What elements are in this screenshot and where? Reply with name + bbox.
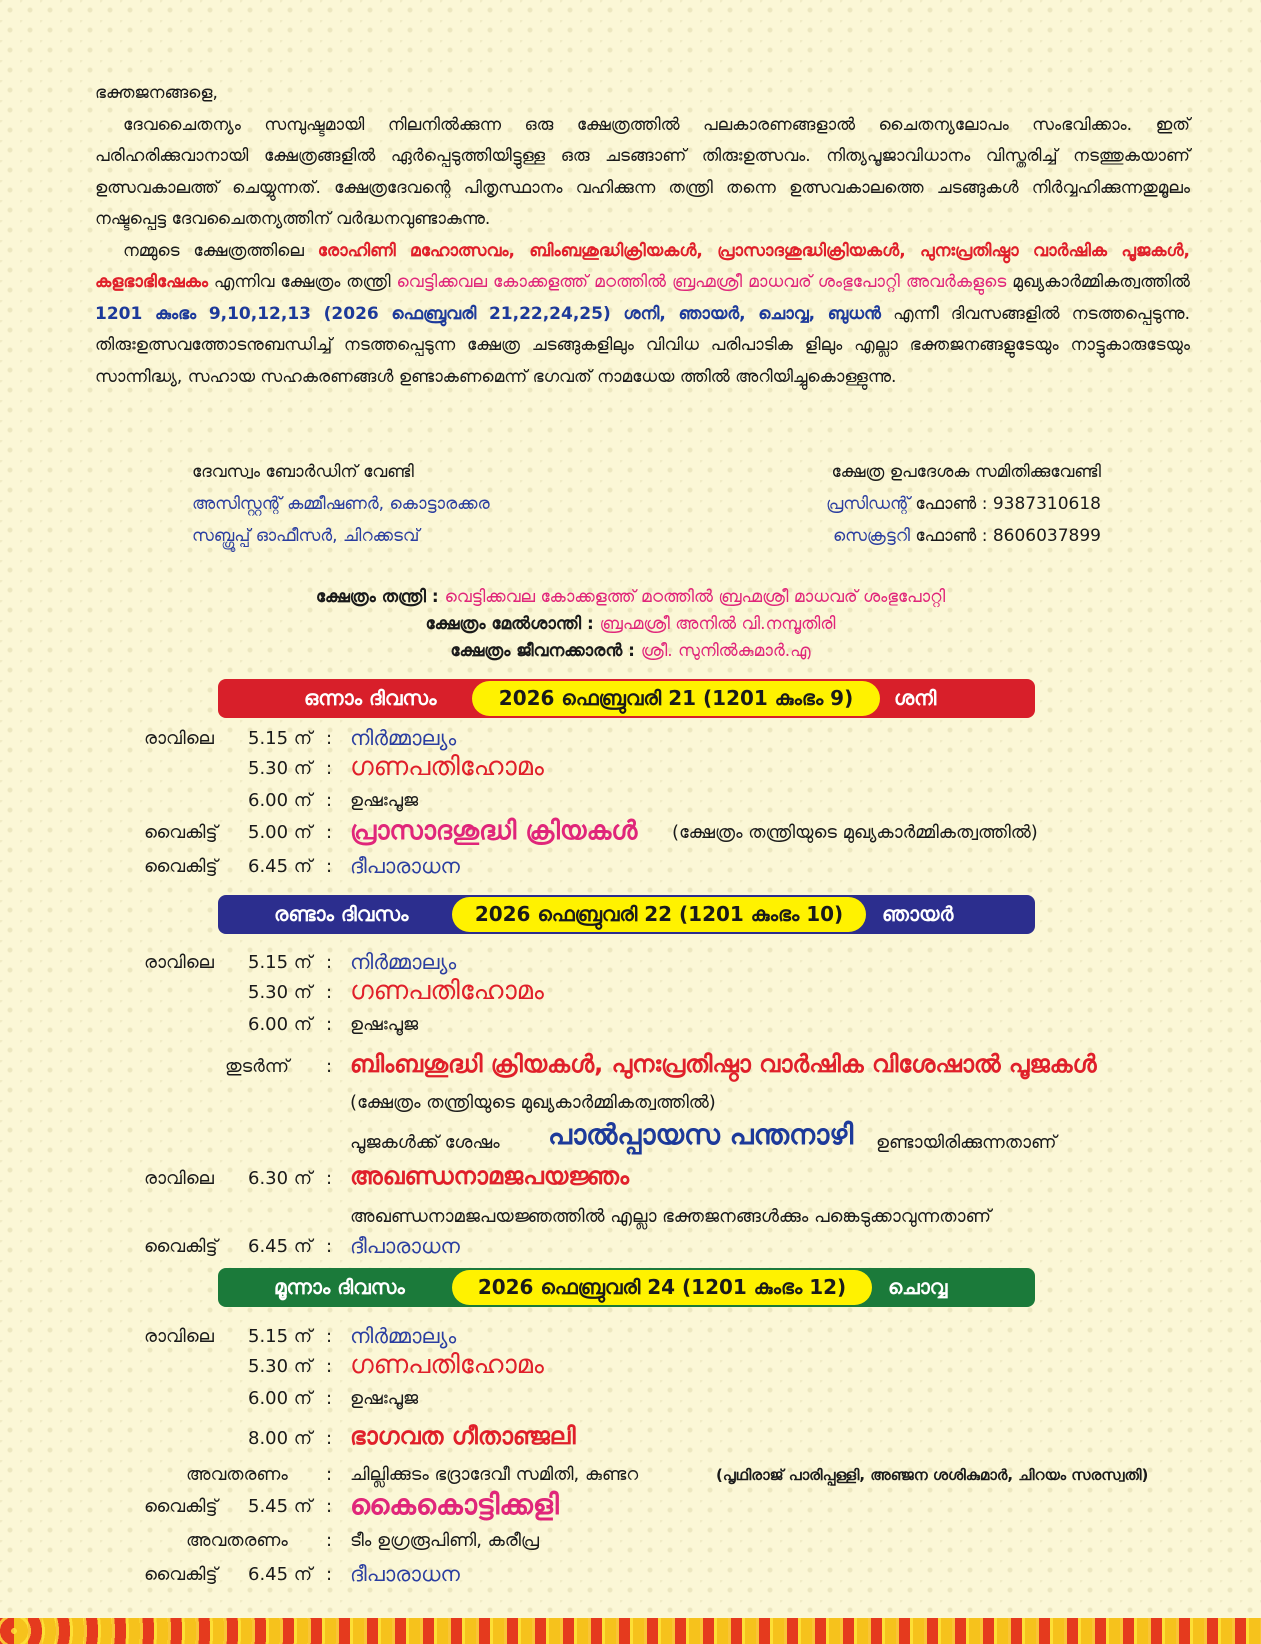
day3-weekday: ചൊവ്വ bbox=[888, 1275, 948, 1299]
event-name: ഗണപതിഹോമം bbox=[350, 976, 544, 1006]
intro-paragraph-1: ദേവചൈതന്യം സമ്പുഷ്ടമായി നിലനിൽക്കുന്ന ഒരു ക്ഷേത്രത്തിൽ പലകാരണങ്ങളാൽ ചൈതന്യലോപം സംഭവിക്കാം. ഇത് പരിഹരിക്കുവാനായി ക്ഷേത്രങ്ങളിൽ ഏർപ്പെടുത്തിയിട്ടുള്ള ഒരു ചടങ്ങാണ് തിരുഃഉത്സവം. നിത്യപൂജാവിധാനം വിസ്തരിച്ച് നടത്തുകയാണ് ഉത്സവകാലത്ത് ചെയ്യുന്നത്. ക്ഷേത്രദേവന്റെ പിതൃസ്ഥാനം വഹിക്കുന്ന തന്ത്രി തന്നെ ഉത്സവകാലത്തെ ചടങ്ങുകൾ നിർവ്വഹിക്കുന്നതുമൂലം നഷ്ടപ്പെട്ട ദേവചൈതന്യത്തിന് വർദ്ധനവുണ്ടാകുന്നു. bbox=[95, 114, 1190, 229]
colon: : bbox=[326, 758, 333, 779]
colon: : bbox=[326, 952, 333, 973]
event-note: (പൃഥിരാജ് പാരിപ്പള്ളി, അഞ്ജന ശശികുമാർ, ചിറയം സരസ്വതി) bbox=[716, 1466, 1149, 1484]
event-name: ദീപാരാധന bbox=[350, 854, 460, 878]
time: 5.15 ന് bbox=[248, 1326, 313, 1347]
time: 5.30 ന് bbox=[248, 758, 313, 779]
day1-date: 2026 ഫെബ്രുവരി 21 (1201 കുംഭം 9) bbox=[472, 681, 880, 716]
time-period: വൈകിട്ട് bbox=[144, 1496, 218, 1517]
event-name: ഉഷഃപൂജ bbox=[350, 1014, 419, 1035]
sig-left-line1: അസിസ്റ്റന്റ് കമ്മീഷണർ, കൊട്ടാരക്കര bbox=[192, 494, 490, 514]
melsanthi-line: ക്ഷേത്രം മേൽശാന്തി : ബ്രഹ്മശ്രീ അനിൽ വി.നമ്പൂതിരി bbox=[425, 614, 836, 634]
time: 6.30 ന് bbox=[248, 1168, 313, 1189]
time-period: തുടർന്ന് bbox=[225, 1056, 290, 1077]
event-note: അഖണ്ഡനാമജപയജ്ഞത്തിൽ എല്ലാ ഭക്തജനങ്ങൾക്കും പങ്കെടുക്കാവുന്നതാണ് bbox=[350, 1206, 991, 1227]
colon: : bbox=[326, 1464, 333, 1485]
colon: : bbox=[326, 1236, 333, 1257]
time-period: രാവിലെ bbox=[144, 728, 214, 749]
time: 6.00 ന് bbox=[248, 1014, 313, 1035]
time: 6.45 ന് bbox=[248, 1564, 313, 1585]
tantri-name: വെട്ടിക്കവല കോക്കളത്ത് മഠത്തിൽ ബ്രഹ്മശ്രീ മാധവര് ശംഭുപോറ്റി അവർകളുടെ bbox=[396, 272, 1007, 292]
time: 5.30 ന് bbox=[248, 982, 313, 1003]
time: 6.00 ന് bbox=[248, 790, 313, 811]
event-name: ടീം ഉഗ്രരൂപിണി, കരീപ്ര bbox=[350, 1530, 540, 1551]
intro-paragraph-2 bbox=[95, 236, 1190, 394]
colon: : bbox=[326, 856, 333, 877]
event-suffix: ഉണ്ടായിരിക്കുന്നതാണ് bbox=[876, 1132, 1057, 1153]
salutation: ഭക്തജനങ്ങളെ, bbox=[95, 83, 218, 103]
sig-left-line2: സബ്ഗ്രൂപ്പ് ഓഫീസർ, ചിറക്കടവ് bbox=[192, 526, 420, 546]
p2-b: എന്നിവ ക്ഷേത്രം തന്ത്രി bbox=[207, 272, 397, 292]
event-name: കൈകൊട്ടിക്കളി bbox=[350, 1488, 559, 1521]
time-period: വൈകിട്ട് bbox=[144, 856, 218, 877]
day2-date: 2026 ഫെബ്രുവരി 22 (1201 കുംഭം 10) bbox=[452, 897, 866, 932]
sig-right-line2: സെക്രട്ടറി ഫോൺ : 8606037899 bbox=[832, 526, 1101, 546]
event-name: ബിംബശുദ്ധി ക്രിയകൾ, പുനഃപ്രതിഷ്ഠാ വാർഷിക വിശേഷാൽ പൂജകൾ bbox=[350, 1050, 1097, 1078]
time: 5.30 ന് bbox=[248, 1356, 313, 1377]
sig-left-title: ദേവസ്വം ബോർഡിന് വേണ്ടി bbox=[192, 462, 414, 482]
p2-c: മുഖ്യകാർമ്മികത്വത്തിൽ bbox=[1006, 272, 1190, 292]
day3-date: 2026 ഫെബ്രുവരി 24 (1201 കുംഭം 12) bbox=[452, 1270, 872, 1305]
time: 6.45 ന് bbox=[248, 856, 313, 877]
event-note: (ക്ഷേത്രം തന്ത്രിയുടെ മുഖ്യകാർമ്മികത്വത്തിൽ) bbox=[672, 822, 1038, 843]
colon: : bbox=[326, 1168, 333, 1189]
time-period: രാവിലെ bbox=[144, 952, 214, 973]
event-name: അഖണ്ഡനാമജപയജ്ഞം bbox=[350, 1162, 630, 1190]
time: 8.00 ന് bbox=[248, 1428, 313, 1449]
colon: : bbox=[326, 1530, 333, 1551]
event-prefix: പൂജകൾക്ക് ശേഷം bbox=[350, 1132, 500, 1153]
day2-label: രണ്ടാം ദിവസം bbox=[274, 902, 409, 926]
decorative-border bbox=[0, 1618, 1261, 1644]
day1-label: ഒന്നാം ദിവസം bbox=[304, 686, 437, 710]
event-name: നിർമ്മാല്യം bbox=[350, 950, 457, 974]
colon: : bbox=[326, 1564, 333, 1585]
event-name: ഗണപതിഹോമം bbox=[350, 1350, 544, 1380]
time: 5.15 ന് bbox=[248, 952, 313, 973]
event-name: ഉഷഃപൂജ bbox=[350, 790, 419, 811]
event-name: ദീപാരാധന bbox=[350, 1562, 460, 1586]
colon: : bbox=[326, 1428, 333, 1449]
time: 5.45 ന് bbox=[248, 1496, 313, 1517]
time: 6.00 ന് bbox=[248, 1388, 313, 1409]
colon: : bbox=[326, 1326, 333, 1347]
day2-weekday: ഞായർ bbox=[882, 902, 954, 926]
day2-banner bbox=[218, 895, 1035, 934]
festival-list: രോഹിണി മഹോത്സവം, ബിംബശുദ്ധിക്രിയകൾ, പ്രാസാദശുദ്ധിക്രിയകൾ, പുനഃപ്രതിഷ്ഠാ വാർഷിക പൂജകൾ, കളഭാഭിഷേകം bbox=[95, 240, 1190, 292]
time-period: വൈകിട്ട് bbox=[144, 1564, 218, 1585]
time-period: അവതരണം bbox=[186, 1464, 288, 1485]
event-name: ഗണപതിഹോമം bbox=[350, 752, 544, 782]
event-name: പ്രാസാദശുദ്ധി ക്രിയകൾ bbox=[350, 816, 638, 846]
time: 6.45 ന് bbox=[248, 1236, 313, 1257]
intro-text bbox=[95, 78, 1190, 393]
sig-right-line1: പ്രസിഡന്റ് ഫോൺ : 9387310618 bbox=[826, 494, 1101, 514]
jeevanakkaran-line: ക്ഷേത്രം ജീവനക്കാരൻ : ശ്രീ. സുനിൽകുമാർ.എ bbox=[450, 641, 811, 661]
time-period: വൈകിട്ട് bbox=[144, 1236, 218, 1257]
event-name: ഉഷഃപൂജ bbox=[350, 1388, 419, 1409]
time-period: അവതരണം bbox=[186, 1530, 288, 1551]
event-name: ഭാഗവത ഗീതാഞ്ജലി bbox=[350, 1422, 576, 1450]
colon: : bbox=[326, 790, 333, 811]
time-period: രാവിലെ bbox=[144, 1326, 214, 1347]
day3-label: മൂന്നാം ദിവസം bbox=[274, 1275, 405, 1299]
event-name: നിർമ്മാല്യം bbox=[350, 726, 457, 750]
time: 5.00 ന് bbox=[248, 822, 313, 843]
event-highlight: പാൽപ്പായസ പന്തനാഴി bbox=[548, 1118, 854, 1151]
colon: : bbox=[326, 982, 333, 1003]
colon: : bbox=[326, 1388, 333, 1409]
p2-a: നമ്മുടെ ക്ഷേത്രത്തിലെ bbox=[123, 240, 318, 261]
day3-banner bbox=[218, 1268, 1035, 1307]
sig-right-title: ക്ഷേത്ര ഉപദേശക സമിതിക്കുവേണ്ടി bbox=[831, 462, 1101, 482]
time-period: രാവിലെ bbox=[144, 1168, 214, 1189]
event-name: ദീപാരാധന bbox=[350, 1234, 460, 1258]
colon: : bbox=[326, 728, 333, 749]
colon: : bbox=[326, 1014, 333, 1035]
time: 5.15 ന് bbox=[248, 728, 313, 749]
p2-d: എന്നീ ദിവസങ്ങളിൽ നടത്തപ്പെടുന്നു. തിരുഃഉത്സവത്തോടനുബന്ധിച്ച് നടത്തപ്പെടുന്ന ക്ഷേത്ര ചടങ്ങുകളിലും വിവിധ പരിപാടിക ളിലും എല്ലാ ഭക്തജനങ്ങളുടേയും നാട്ടുകാരുടേയും സാന്നിദ്ധ്യ, സഹായ സഹകരണങ്ങൾ ഉണ്ടാകണമെന്ന് ഭഗവത് നാമധേയ ത്തിൽ അറിയിച്ചുകൊള്ളുന്നു. bbox=[95, 303, 1190, 387]
event-name: നിർമ്മാല്യം bbox=[350, 1324, 457, 1348]
colon: : bbox=[326, 822, 333, 843]
festival-dates: 1201 കുംഭം 9,10,12,13 (2026 ഫെബ്രുവരി 21,22,24,25) ശനി, ഞായർ, ചൊവ്വ, ബുധൻ bbox=[95, 303, 881, 324]
colon: : bbox=[326, 1056, 333, 1077]
event-name: ചില്ലിക്കുടം ഭദ്രാദേവീ സമിതി, കുണ്ടറ bbox=[350, 1464, 639, 1485]
event-note: (ക്ഷേത്രം തന്ത്രിയുടെ മുഖ്യകാർമ്മികത്വത്തിൽ) bbox=[350, 1092, 716, 1113]
day1-weekday: ശനി bbox=[894, 686, 937, 710]
day1-banner bbox=[218, 679, 1035, 718]
time-period: വൈകിട്ട് bbox=[144, 822, 218, 843]
colon: : bbox=[326, 1356, 333, 1377]
colon: : bbox=[326, 1496, 333, 1517]
tantri-line: ക്ഷേത്രം തന്ത്രി : വെട്ടിക്കവല കോക്കളത്ത് മഠത്തിൽ ബ്രഹ്മശ്രീ മാധവര് ശംഭുപോറ്റി bbox=[315, 587, 946, 607]
